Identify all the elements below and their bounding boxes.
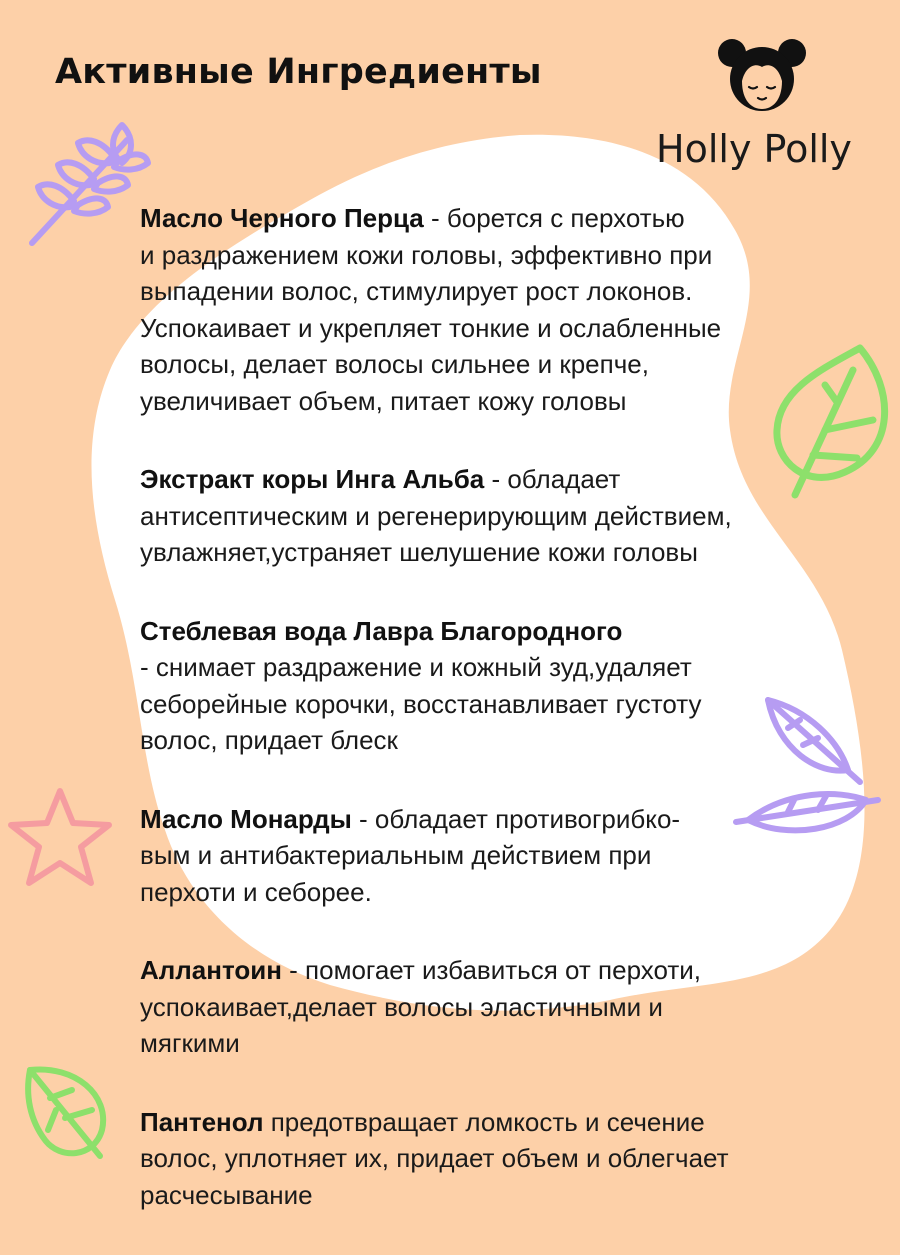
ingredient-line: волос, придает блеск <box>140 725 398 755</box>
ingredient-line: увеличивает объем, питает кожу головы <box>140 385 627 416</box>
ingredient-line: себорейные корочки, восстанавливает густоту <box>140 688 702 719</box>
ingredient-name: Экстракт коры Инга Альба <box>140 464 485 494</box>
ingredient-item <box>140 1104 760 1214</box>
ingredient-line <box>140 613 760 650</box>
ingredient-item <box>140 952 760 1062</box>
ingredient-name: Аллантоин <box>140 955 282 985</box>
ingredient-line: и раздражением кожи головы, эффективно при <box>140 239 713 270</box>
ingredient-line: вым и антибактериальным действием при <box>140 840 652 870</box>
ingredient-name: Масло Монарды <box>140 803 352 834</box>
ingredient-item <box>140 200 760 419</box>
ingredient-line: увлажняет,устраняет шелушение кожи головы <box>140 537 698 567</box>
ingredient-line: Масло Черного Перца - борется с перхотью <box>140 203 685 233</box>
ingredient-line: успокаивает,делает волосы эластичными и мягкими <box>140 991 663 1058</box>
ingredient-line: - снимает раздражение и кожный зуд,удаляет <box>140 652 692 682</box>
leaf-icon <box>20 1060 115 1165</box>
ingredients-list <box>140 200 760 1255</box>
ingredient-line: Успокаивает и укрепляет тонкие и ослабленные <box>140 312 722 343</box>
ingredient-name: Масло Черного Перца <box>140 203 424 233</box>
ingredient-line: перхоти и себорее. <box>140 876 372 907</box>
ingredient-line: Масло Монарды - обладает противогрибко- <box>140 803 681 834</box>
girl-face-logo-icon <box>716 35 808 115</box>
ingredient-item <box>140 461 760 571</box>
ingredient-line: Пантенол предотвращает ломкость и сечение <box>140 1106 705 1137</box>
wheat-icon <box>22 115 152 250</box>
ingredient-line: Аллантоин - помогает избавиться от перхоти, <box>140 955 701 985</box>
ingredient-line: Экстракт коры Инга Альба - обладает <box>140 464 621 494</box>
ingredient-line: выпадении волос, стимулирует рост локонов. <box>140 276 693 306</box>
ingredient-line: волосы, делает волосы сильнее и крепче, <box>140 349 649 379</box>
ingredient-item <box>140 613 760 759</box>
brand-logo <box>650 35 875 175</box>
ingredient-line: расчесывание <box>140 1179 313 1210</box>
leaf-icon <box>765 340 900 505</box>
ingredient-name: Стеблевая вода Лавра Благородного <box>140 615 623 646</box>
ingredient-item <box>140 801 760 911</box>
ingredient-line: волос, уплотняет их, придает объем и облегчает <box>140 1143 729 1173</box>
ingredient-line: антисептическим и регенерирующим действием, <box>140 500 732 531</box>
brand-name: Holly Polly <box>656 127 852 171</box>
page-title: Активные Ингредиенты <box>55 52 542 92</box>
ingredient-name: Пантенол <box>140 1106 264 1137</box>
star-icon <box>5 785 115 890</box>
